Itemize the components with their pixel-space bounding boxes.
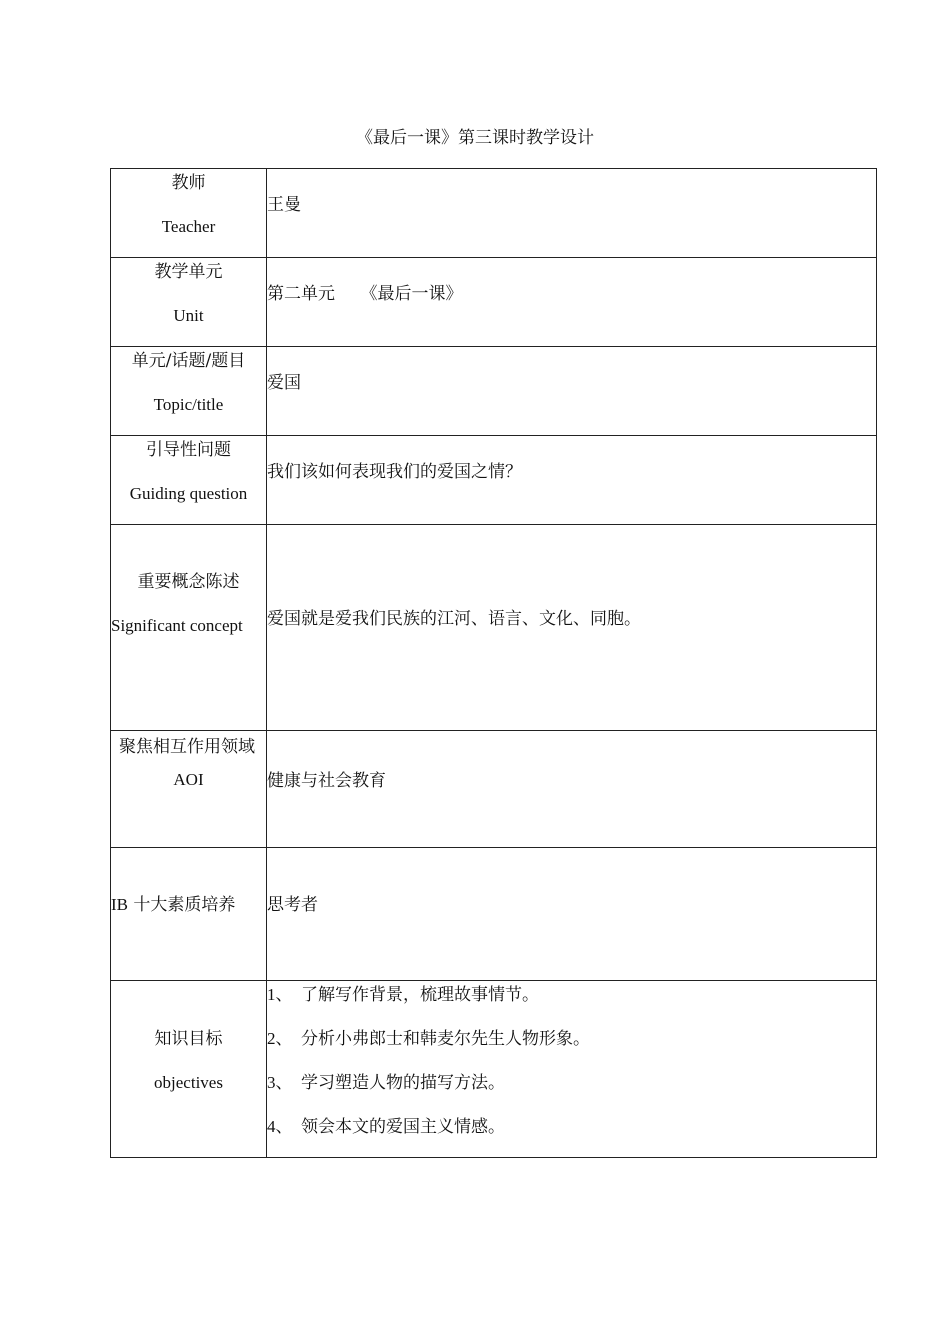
teacher-value: 王曼 [267, 195, 301, 215]
objectives-list [267, 984, 876, 1138]
ib-label-cell [111, 848, 267, 981]
unit-label-en: Unit [173, 306, 204, 325]
topic-label-zh: 单元/话题/题目 [131, 351, 246, 371]
aoi-value-cell [267, 731, 877, 848]
ib-value-cell [267, 848, 877, 981]
concept-label-en: Significant concept [111, 616, 243, 635]
list-item [267, 1028, 876, 1050]
table-row-unit [111, 258, 877, 347]
ib-label-prefix: IB [111, 895, 128, 914]
list-item [267, 1072, 876, 1094]
concept-value-cell [267, 525, 877, 731]
objective-number: 1、 [267, 985, 293, 1004]
aoi-label-zh: 聚焦相互作用领域 [119, 737, 255, 757]
list-item [267, 984, 876, 1006]
unit-value: 第二单元 《最后一课》 [267, 284, 463, 304]
objectives-value-cell [267, 981, 877, 1158]
teacher-label-cell [111, 169, 267, 258]
objective-text: 了解写作背景，梳理故事情节。 [301, 985, 539, 1005]
objective-text: 领会本文的爱国主义情感。 [301, 1117, 505, 1137]
document-title: 《最后一课》第三课时教学设计 [356, 128, 594, 148]
guiding-label-zh: 引导性问题 [146, 440, 231, 460]
objectives-label-en: objectives [154, 1073, 223, 1092]
objectives-label-cell [111, 981, 267, 1158]
list-item [267, 1116, 876, 1138]
unit-label-zh: 教学单元 [154, 262, 223, 282]
unit-value-cell [267, 258, 877, 347]
aoi-label-en: AOI [173, 770, 204, 789]
guiding-value-cell [267, 436, 877, 525]
aoi-value: 健康与社会教育 [267, 771, 386, 791]
concept-label-zh: 重要概念陈述 [137, 572, 240, 592]
topic-label-cell [111, 347, 267, 436]
table-row-topic [111, 347, 877, 436]
table-row-ib-profile [111, 848, 877, 981]
aoi-label-cell [111, 731, 267, 848]
teacher-label-zh: 教师 [171, 173, 206, 193]
table-row-guiding-question [111, 436, 877, 525]
concept-label-cell [111, 525, 267, 731]
ib-label-zh: 十大素质培养 [133, 895, 236, 915]
teacher-value-cell [267, 169, 877, 258]
objective-number: 4、 [267, 1117, 293, 1136]
objectives-label-zh: 知识目标 [154, 1029, 223, 1049]
topic-value-cell [267, 347, 877, 436]
guiding-value: 我们该如何表现我们的爱国之情？ [267, 462, 522, 482]
guiding-label-en: Guiding question [129, 484, 248, 503]
topic-value: 爱国 [267, 373, 301, 393]
table-row-significant-concept [111, 525, 877, 731]
concept-value: 爱国就是爱我们民族的江河、语言、文化、同胞。 [267, 609, 641, 629]
guiding-label-cell [111, 436, 267, 525]
lesson-design-table [110, 168, 877, 1158]
teacher-label-en: Teacher [161, 217, 216, 236]
ib-value: 思考者 [267, 895, 318, 915]
objective-number: 2、 [267, 1029, 293, 1048]
table-row-teacher [111, 169, 877, 258]
topic-label-en: Topic/title [153, 395, 224, 414]
objective-number: 3、 [267, 1073, 293, 1092]
objective-text: 分析小弗郎士和韩麦尔先生人物形象。 [301, 1029, 590, 1049]
objective-text: 学习塑造人物的描写方法。 [301, 1073, 505, 1093]
table-row-objectives [111, 981, 877, 1158]
table-row-aoi [111, 731, 877, 848]
unit-label-cell [111, 258, 267, 347]
